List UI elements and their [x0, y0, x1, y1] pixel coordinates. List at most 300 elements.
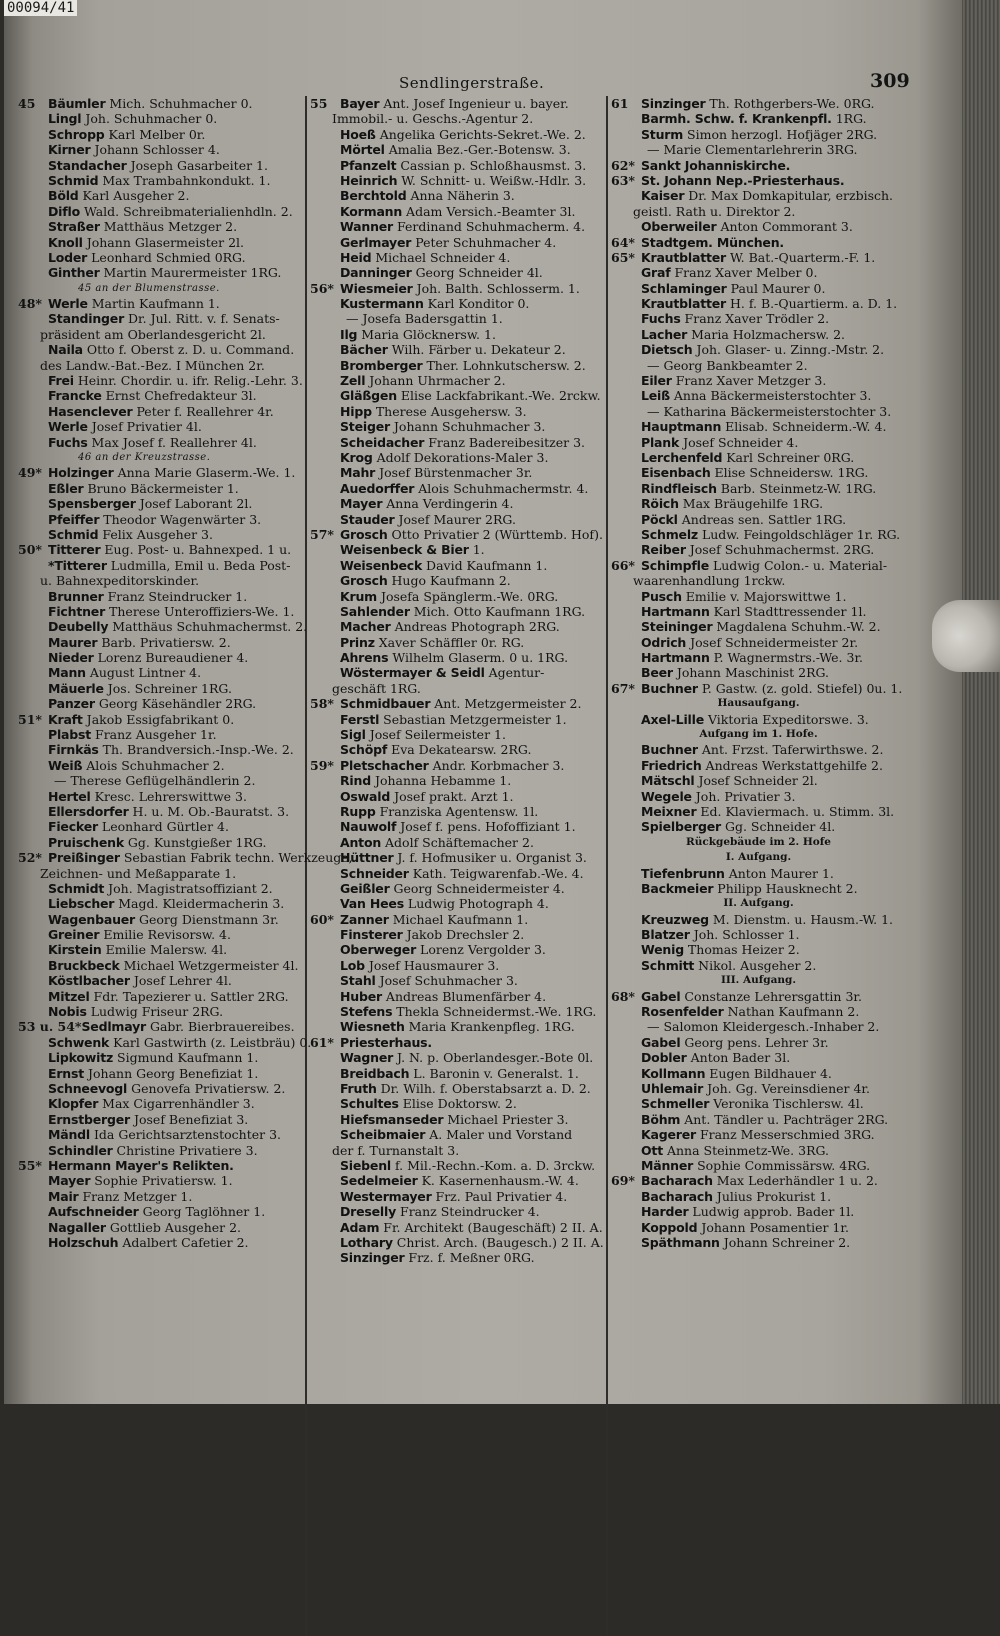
related-resident: — Therese Geflügelhändlerin 2.: [54, 773, 256, 789]
resident-name: St. Johann Nep.-Priesterhaus.: [641, 172, 845, 188]
directory-entry: [310, 1204, 605, 1219]
resident-name: Prinz: [340, 634, 375, 650]
directory-entry: [310, 435, 605, 450]
directory-entry: [18, 1035, 313, 1050]
resident-detail: H. f. B.-Quartierm. a. D. 1.: [726, 296, 898, 312]
resident-name: Gerlmayer: [340, 234, 412, 250]
resident-detail: Angelika Gerichts-Sekret.-We. 2.: [375, 126, 586, 142]
house-number: 64*: [611, 234, 635, 250]
resident-detail: Ant. Frzst. Taferwirthswe. 2.: [697, 742, 884, 758]
resident-name: Schlaminger: [641, 280, 727, 296]
entry-continuation: Zeichnen- und Meßapparate 1.: [40, 865, 237, 881]
resident-name: Schmid: [48, 172, 99, 188]
resident-detail: Paul Maurer 0.: [726, 280, 826, 296]
resident-name: Greiner: [48, 927, 100, 943]
entry-continuation: präsident am Oberlandesgericht 2l.: [40, 326, 266, 342]
resident-detail: Michael Schneider 4.: [371, 249, 511, 265]
resident-name: Männer: [641, 1157, 694, 1173]
directory-entry: [310, 850, 605, 865]
directory-entry: [18, 589, 313, 604]
directory-entry: [18, 1235, 313, 1250]
house-number: 52*: [18, 850, 42, 866]
resident-detail: Leonhard Gürtler 4.: [97, 819, 229, 835]
resident-name: Krautblatter: [641, 249, 727, 265]
resident-name: Bäumler: [48, 96, 106, 111]
resident-name: Ahrens: [340, 650, 389, 666]
resident-detail: Matthäus Metzger 2.: [99, 219, 238, 235]
resident-name: Hertel: [48, 788, 91, 804]
resident-detail: Josef Maurer 2RG.: [394, 511, 516, 527]
resident-detail: Otto Privatier 2 (Württemb. Hof).: [387, 526, 603, 542]
resident-detail: Emilie Revisorsw. 4.: [99, 927, 231, 943]
resident-name: Schneider: [340, 865, 409, 881]
house-number: 58*: [310, 696, 334, 712]
directory-entry: [310, 727, 605, 742]
resident-name: Schultes: [340, 1096, 399, 1112]
resident-detail: Sebastian Fabrik techn. Werkzeuge,: [119, 850, 353, 866]
resident-detail: Anna Marie Glaserm.-We. 1.: [113, 465, 296, 481]
entry-continuation: des Landw.-Bat.-Bez. I München 2r.: [40, 357, 265, 373]
resident-name: Naila: [48, 342, 83, 358]
resident-name: Weisenbeck: [340, 557, 423, 573]
house-number: 53 u. 54*: [18, 1019, 82, 1035]
resident-detail: Franz Xaver Melber 0.: [670, 265, 818, 281]
directory-entry: [310, 589, 605, 604]
resident-name: Scheibmaier: [340, 1127, 426, 1143]
house-number: 56*: [310, 280, 334, 296]
resident-name: Bruckbeck: [48, 957, 120, 973]
resident-name: Friedrich: [641, 757, 702, 773]
building-section-heading: III. Aufgang.: [720, 974, 797, 987]
directory-entry: [310, 619, 605, 634]
entry-continuation: Immobil.- u. Geschs.-Agentur 2.: [332, 111, 534, 127]
resident-name: Fiecker: [48, 819, 98, 835]
resident-name: Krautblatter: [641, 296, 727, 312]
resident-name: Pletschacher: [340, 757, 429, 773]
directory-entry: [18, 635, 313, 650]
resident-detail: Franz Steindrucker 4.: [396, 1204, 540, 1220]
resident-name: Lothary: [340, 1234, 393, 1250]
resident-name: Krog: [340, 449, 373, 465]
resident-detail: Otto f. Oberst z. D. u. Command.: [82, 342, 295, 358]
related-resident: — Salomon Kleidergesch.-Inhaber 2.: [647, 1019, 880, 1035]
building-section-heading: Rückgebäude im 2. Hofe: [685, 835, 831, 848]
directory-entry: [18, 558, 313, 573]
resident-name: Standacher: [48, 157, 127, 173]
resident-detail: Dr. Wilh. f. Oberstabsarzt a. D. 2.: [376, 1081, 591, 1096]
directory-entry: [18, 742, 313, 757]
resident-name: Kaiser: [641, 188, 685, 204]
resident-name: Pöckl: [641, 511, 678, 527]
directory-entry: [611, 1204, 906, 1219]
resident-detail: Martin Kaufmann 1.: [87, 296, 220, 312]
resident-name: Sankt Johanniskirche.: [641, 157, 791, 173]
resident-name: Grosch: [340, 573, 388, 589]
resident-detail: Adam Versich.-Beamter 3l.: [402, 203, 576, 219]
directory-entry: [611, 773, 906, 788]
directory-entry: [611, 450, 906, 465]
directory-entry: [611, 311, 906, 326]
directory-entry: [310, 342, 605, 357]
directory-entry: [611, 635, 906, 650]
directory-entry: [310, 1173, 605, 1188]
directory-entry: [611, 789, 906, 804]
directory-entry: [310, 358, 605, 373]
directory-entry: [611, 235, 906, 250]
resident-detail: Johann Georg Benefiziat 1.: [84, 1065, 259, 1081]
directory-entry: [310, 1127, 605, 1142]
resident-detail: Fr. Architekt (Baugeschäft) 2 II. A.: [379, 1219, 603, 1235]
resident-name: Harder: [641, 1204, 689, 1220]
directory-entry: [611, 111, 906, 126]
resident-name: Späthmann: [641, 1234, 720, 1250]
resident-detail: Ludwig Colon.- u. Material-: [708, 557, 888, 573]
resident-name: Danninger: [340, 265, 412, 281]
directory-entry: [310, 1189, 605, 1204]
resident-name: Rupp: [340, 803, 376, 819]
resident-name: Francke: [48, 388, 102, 404]
resident-detail: Max Cigarrenhändler 3.: [98, 1096, 255, 1112]
resident-name: Standinger: [48, 311, 125, 327]
resident-name: Zanner: [340, 911, 389, 927]
resident-detail: Gg. Schneider 4l.: [720, 819, 836, 835]
book-edge: [962, 0, 1000, 1404]
resident-name: Eisenbach: [641, 465, 711, 481]
house-number: 68*: [611, 988, 635, 1004]
directory-entry: [18, 619, 313, 634]
resident-name: Schmid: [48, 526, 99, 542]
directory-entry: [310, 1050, 605, 1065]
resident-name: Fuchs: [48, 434, 88, 450]
directory-entry: [310, 819, 605, 834]
directory-entry: [611, 173, 906, 188]
resident-detail: Josef Schuhmacher 3.: [375, 973, 518, 989]
directory-entry: [611, 219, 906, 234]
directory-entry: [611, 373, 906, 388]
resident-name: Backmeier: [641, 880, 714, 896]
resident-detail: Ed. Klaviermach. u. Stimm. 3l.: [696, 803, 895, 819]
resident-detail: Josefa Spänglerm.-We. 0RG.: [376, 588, 559, 604]
resident-name: Fichtner: [48, 603, 106, 619]
directory-entry: [611, 327, 906, 342]
resident-name: Finsterer: [340, 927, 403, 943]
entry-continuation: der f. Turnanstalt 3.: [332, 1142, 460, 1158]
resident-detail: Michael Kaufmann 1.: [388, 911, 529, 927]
resident-detail: Mich. Otto Kaufmann 1RG.: [409, 603, 586, 619]
directory-entry: [611, 650, 906, 665]
directory-entry: [611, 342, 906, 357]
resident-detail: Christ. Arch. (Baugesch.) 2 II. A.: [392, 1234, 604, 1250]
resident-detail: Magd. Kleidermacherin 3.: [114, 896, 285, 912]
resident-name: Titterer: [48, 542, 101, 558]
resident-detail: Michael Priester 3.: [443, 1111, 569, 1127]
directory-entry: [611, 250, 906, 265]
resident-name: Spielberger: [641, 819, 721, 835]
resident-detail: Therese Ausgehersw. 3.: [371, 403, 527, 419]
resident-name: Siebenl: [340, 1157, 391, 1173]
resident-detail: Constanze Lehrersgattin 3r.: [680, 988, 862, 1004]
street-corner-note: 45 an der Blumenstrasse.: [78, 282, 220, 294]
directory-entry: [18, 1066, 313, 1081]
resident-detail: Karl Konditor 0.: [423, 296, 530, 312]
directory-entry: [18, 696, 313, 711]
resident-detail: Ernst Chefredakteur 3l.: [101, 388, 257, 404]
resident-detail: Georg Käsehändler 2RG.: [94, 696, 257, 712]
resident-name: Röich: [641, 496, 679, 512]
resident-detail: Joh. Gg. Vereinsdiener 4r.: [703, 1081, 871, 1096]
resident-detail: Joseph Gasarbeiter 1.: [126, 157, 268, 173]
directory-entry: [611, 665, 906, 680]
resident-name: Krum: [340, 588, 377, 604]
resident-detail: Gg. Kunstgießer 1RG.: [123, 834, 267, 850]
resident-detail: Josef Schuhmachermst. 2RG.: [685, 542, 875, 558]
resident-detail: Hugo Kaufmann 2.: [387, 573, 511, 589]
resident-detail: Eva Dekatearsw. 2RG.: [387, 742, 532, 758]
resident-detail: K. Kasernenhausm.-W. 4.: [417, 1173, 579, 1189]
directory-entry: [18, 296, 313, 311]
building-section-heading: I. Aufgang.: [725, 851, 792, 864]
related-resident: — Marie Clementarlehrerin 3RG.: [647, 142, 858, 158]
resident-detail: Anna Näherin 3.: [406, 188, 515, 204]
resident-name: Klopfer: [48, 1096, 99, 1112]
resident-detail: J. f. Hofmusiker u. Organist 3.: [393, 850, 587, 866]
house-number: 60*: [310, 911, 334, 927]
resident-detail: Leonhard Schmied 0RG.: [87, 249, 246, 265]
resident-name: Rindfleisch: [641, 480, 717, 496]
resident-name: Ginther: [48, 265, 100, 281]
resident-detail: Matthäus Schuhmachermst. 2.: [108, 619, 308, 635]
directory-entry: [611, 281, 906, 296]
directory-entry: [18, 373, 313, 388]
directory-entry: [611, 681, 906, 696]
resident-name: Ferstl: [340, 711, 380, 727]
resident-detail: Th. Brandversich.-Insp.-We. 2.: [98, 742, 294, 758]
directory-entry: [18, 804, 313, 819]
resident-name: Knoll: [48, 234, 83, 250]
resident-name: Kormann: [340, 203, 403, 219]
resident-detail: Christine Privatiere 3.: [112, 1142, 258, 1158]
directory-entry: [611, 1004, 906, 1019]
resident-name: Stauder: [340, 511, 395, 527]
directory-entry: [310, 635, 605, 650]
resident-detail: Josef prakt. Arzt 1.: [390, 788, 514, 804]
resident-detail: Veronika Tischlersw. 4l.: [709, 1096, 864, 1112]
resident-detail: Franz Ausgeher 1r.: [91, 727, 217, 743]
directory-entry: [310, 558, 605, 573]
resident-name: Hoeß: [340, 126, 376, 142]
building-section-heading: II. Aufgang.: [723, 897, 794, 910]
resident-name: Graf: [641, 265, 671, 281]
resident-name: Kagerer: [641, 1127, 696, 1143]
directory-entry: [18, 173, 313, 188]
directory-entry: [18, 419, 313, 434]
resident-name: Rind: [340, 773, 371, 789]
resident-name: Kirner: [48, 142, 91, 158]
resident-name: Stahl: [340, 973, 376, 989]
resident-name: Uhlemair: [641, 1081, 704, 1096]
resident-detail: H. u. M. Ob.-Bauratst. 3.: [128, 803, 290, 819]
resident-name: Fruth: [340, 1081, 377, 1096]
resident-name: Heid: [340, 249, 372, 265]
resident-detail: Josef Schneider 2l.: [694, 773, 818, 789]
resident-name: Plabst: [48, 727, 92, 743]
resident-name: Mörtel: [340, 142, 385, 158]
resident-detail: Andr. Korbmacher 3.: [428, 757, 565, 773]
directory-entry: [310, 912, 605, 927]
house-number: 48*: [18, 296, 42, 312]
directory-entry: [18, 512, 313, 527]
resident-name: Berchtold: [340, 188, 407, 204]
resident-detail: David Kaufmann 1.: [422, 557, 548, 573]
directory-entry: [310, 896, 605, 911]
resident-name: Pfeiffer: [48, 511, 100, 527]
directory-entry: [310, 481, 605, 496]
resident-detail: Franz Xaver Metzger 3.: [671, 373, 827, 389]
resident-detail: Peter Schuhmacher 4.: [411, 234, 557, 250]
directory-entry: [18, 758, 313, 773]
resident-detail: Georg Dienstmann 3r.: [135, 911, 279, 927]
building-section-heading: Aufgang im 1. Hofe.: [699, 728, 818, 741]
resident-detail: Karl Ausgeher 2.: [78, 188, 190, 204]
directory-entry: [611, 927, 906, 942]
directory-entry: [310, 1081, 605, 1096]
directory-entry: [310, 927, 605, 942]
resident-detail: Barb. Steinmetz-W. 1RG.: [716, 480, 877, 496]
directory-entry: [310, 989, 605, 1004]
resident-detail: Ludwig Photograph 4.: [403, 896, 549, 912]
resident-name: Straßer: [48, 219, 100, 235]
directory-entry: [18, 111, 313, 126]
column-rule: [606, 96, 608, 1636]
directory-entry: [611, 481, 906, 496]
resident-name: Dietsch: [641, 342, 693, 358]
resident-name: Steininger: [641, 619, 713, 635]
resident-detail: Karl Schreiner 0RG.: [722, 449, 855, 465]
directory-entry: [310, 881, 605, 896]
directory-entry: [611, 942, 906, 957]
resident-detail: Sophie Privatiersw. 1.: [90, 1173, 233, 1189]
resident-name: Wagenbauer: [48, 911, 136, 927]
resident-name: Lob: [340, 957, 365, 973]
resident-name: Nagaller: [48, 1219, 106, 1235]
entry-continuation: geschäft 1RG.: [332, 680, 421, 696]
resident-name: Sahlender: [340, 603, 410, 619]
resident-detail: Franz Badereibesitzer 3.: [424, 434, 586, 450]
directory-entry: [310, 1158, 605, 1173]
resident-detail: Ant. Metzgermeister 2.: [430, 696, 582, 712]
directory-entry: [18, 465, 313, 480]
house-number: 67*: [611, 680, 635, 696]
resident-detail: Josef Schneidermeister 2r.: [686, 634, 859, 650]
directory-entry: [611, 265, 906, 280]
directory-entry: [310, 327, 605, 342]
directory-entry: [18, 727, 313, 742]
resident-name: Firnkäs: [48, 742, 99, 758]
entry-continuation: geistl. Rath u. Direktor 2.: [633, 203, 796, 219]
resident-detail: Fdr. Tapezierer u. Sattler 2RG.: [89, 988, 289, 1004]
resident-detail: Adalbert Cafetier 2.: [118, 1234, 249, 1250]
resident-name: Sedelmeier: [340, 1173, 418, 1189]
resident-detail: Elise Lackfabrikant.-We. 2rckw.: [396, 388, 601, 404]
directory-entry: [18, 188, 313, 203]
directory-entry: [611, 1035, 906, 1050]
resident-detail: Kresc. Lehrerswittwe 3.: [90, 788, 247, 804]
resident-name: Schöpf: [340, 742, 388, 758]
resident-detail: Maria Krankenpfleg. 1RG.: [404, 1019, 575, 1035]
directory-entry: [18, 1158, 313, 1173]
resident-detail: Kath. Teigwarenfab.-We. 4.: [408, 865, 584, 881]
directory-entry: [18, 342, 313, 357]
house-number: 69*: [611, 1173, 635, 1189]
resident-name: Schropp: [48, 126, 105, 142]
directory-entry: [310, 1019, 605, 1034]
directory-entry: [18, 989, 313, 1004]
resident-name: Kustermann: [340, 296, 424, 312]
house-number: 62*: [611, 157, 635, 173]
resident-detail: A. Maler und Vorstand: [425, 1127, 573, 1143]
resident-name: Sigl: [340, 727, 366, 743]
resident-detail: Karl Melber 0r.: [104, 126, 206, 142]
directory-entry: [18, 481, 313, 496]
directory-entry: [611, 558, 906, 573]
related-resident: — Katharina Bäckermeisterstochter 3.: [647, 403, 892, 419]
resident-name: Nauwolf: [340, 819, 397, 835]
resident-name: Eßler: [48, 480, 84, 496]
related-resident: — Georg Bankbeamter 2.: [647, 357, 808, 373]
resident-name: Geißler: [340, 880, 390, 896]
directory-entry: [611, 512, 906, 527]
resident-name: Nieder: [48, 650, 94, 666]
resident-detail: Nikol. Ausgeher 2.: [694, 957, 817, 973]
directory-entry: [310, 281, 605, 296]
resident-name: Schmelz: [641, 526, 698, 542]
resident-name: Lingl: [48, 111, 82, 127]
resident-name: Axel-Lille: [641, 711, 704, 727]
directory-entry: [310, 1235, 605, 1250]
directory-entry: [611, 804, 906, 819]
resident-detail: Johann Uhrmacher 2.: [365, 373, 506, 389]
resident-detail: Agentur-: [484, 665, 545, 681]
resident-detail: Alois Schuhmachermstr. 4.: [414, 480, 589, 496]
resident-detail: Franz Xaver Trödler 2.: [680, 311, 830, 327]
directory-entry: [611, 989, 906, 1004]
resident-name: Odrich: [641, 634, 687, 650]
resident-name: Schmeller: [641, 1096, 710, 1112]
resident-detail: L. Baronin v. Generalst. 1.: [409, 1065, 579, 1081]
directory-entry: [18, 1173, 313, 1188]
directory-entry: [18, 942, 313, 957]
directory-entry: [18, 1127, 313, 1142]
resident-name: Schimpfle: [641, 557, 709, 573]
directory-entry: [611, 958, 906, 973]
resident-name: Hartmann: [641, 603, 710, 619]
directory-entry: [18, 404, 313, 419]
directory-entry: [611, 465, 906, 480]
directory-entry: [611, 1173, 906, 1188]
directory-entry: [310, 1112, 605, 1127]
directory-entry: [310, 235, 605, 250]
directory-entry: [18, 142, 313, 157]
resident-name: Spensberger: [48, 496, 136, 512]
directory-entry: [611, 758, 906, 773]
resident-detail: Nathan Kaufmann 2.: [723, 1004, 860, 1020]
directory-entry: [611, 912, 906, 927]
resident-name: Grosch: [340, 526, 388, 542]
resident-detail: Johann Schuhmacher 3.: [389, 419, 546, 435]
resident-detail: Josef Lehrer 4l.: [129, 973, 232, 989]
resident-name: Ernstberger: [48, 1111, 130, 1127]
resident-name: *Titterer: [48, 557, 107, 573]
